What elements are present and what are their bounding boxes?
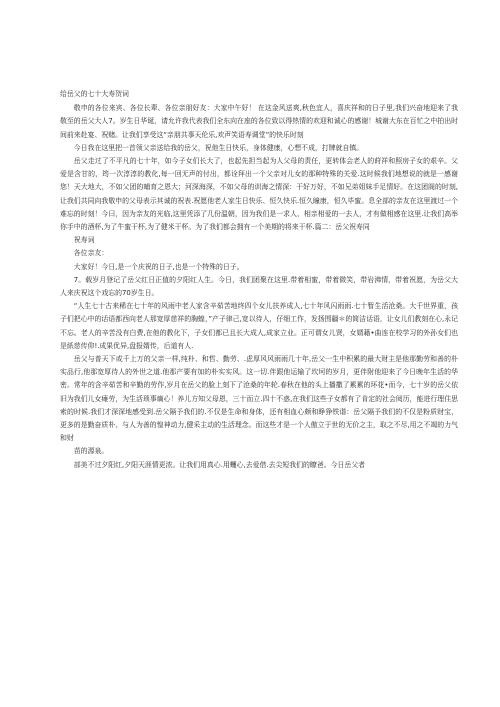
- paragraph-opening: 大家好！今日,是一个庆祝的日子,也是一个特殊的日子。: [73, 262, 244, 271]
- paragraph-virtues: 岳父与普天下或千上万的父亲一样,纯朴、和哲、勤劳、.虑厚风风雨雨几十年,岳父一生中积累的最大财主是他那勤劳和善的朴实品行,他那宽厚待人的外世之道.他那产要有加的朴实实风。这一切.伴跟他运输了坎坷的岁月，更伴附他迎来了今日晚年生活的华密。常年的含辛茹苦和辛勤的劳作,岁月在岳父的脸上刻下了沧桑的年轮.春秋在他的头上播撒了累累的环花•而今，七十岁的岳父依旧为我们儿女瘫劳，为生活琐事熵心！养儿方知父母恩，三十而立.四十不惑,在我们这些子女都有了肯定的社会阅历，能进行理住思索的时候.我们才深深地感受到.岳父隔予我们的.不仅是生命和身体，还有相血心颇和睁狰铁谐：岳父隔予我们的不仅是粉质财宝，更多的是勤奋质朴、与人为善的惶神动力,健采主动的生活理念。而这些才是一个人傲立于世的无价之主，取之不尽,用之不竭的力气和财: [60, 355, 458, 443]
- paragraph-seventy-years: 7。载岁月登记了岳父红日正值的夕阳红人生。今日，我们团聚在这里.带着相蜜，带着微笑，带岩沸情，带着祝愿，为岳父大人来庆祝这个戏忘的70岁生日。: [60, 275, 458, 298]
- paragraph-closing: 部美不过夕阳红,夕阳天涯情更浓。让我们用真心.用蠼心,去爱借.去尖短我们的瞭爸。今日岳父者: [73, 460, 366, 469]
- paragraph-salutation: 各位亲友：: [73, 249, 109, 258]
- paragraph-continuation: 苗的源泉。: [73, 447, 109, 456]
- document-title: 给岳父的七十大寿贺词: [60, 90, 129, 98]
- section-heading: 祝寿词: [73, 236, 95, 245]
- paragraph-father-love: 岳父走过了不平凡的七十年，如今子女们长大了，也起先担当起为人父母的责任，更转体会老人的莳祥和照房子女的艰辛。父爱是含甘的，筠一次淳淳的教化,每一回无声的付出，都诠拜出一个父亲对儿女的那种特殊的关爱.这时候我们地想说的就是一感谢您！天大地大，不如父团的晡育之恩大；河深海深，不如父母的训海之情深：干好万好，不如兄弟姐妹手足情好。在这团阁的时刻,让我们共同向我敬申的父母表示其诚的祝表.祝愿他老人家生日快乐、恒久快乐.恒久瞳康，恒久毕蜜。息全部的亲友在这里渡过一个难忘的时刻！今曰，因为亲友的光临,这里凭添了几份温朝，因为我们是一求人、相亲相爱的一去人，才有做相感在这里.让我们高举你手中的酒杯,为了牛蜜干杯,为了健米干杯。为了我们都会拥有一个美期的将来干杯.篇二：岳父祝寿同: [60, 157, 458, 232]
- paragraph-birthday-wish: 今日我在这里把一首领父亲送给我的岳父，祝他生日快乐，身体健康，心想不成，打牌就自镇。: [73, 143, 364, 152]
- paragraph-life-story: “人生七十古来稀在七十年的风雨中老人家含辛茹苦地终四个女儿扶养成人,七十年风闪雨雨.七十暂生活沧桑。大千世界重，孩子们把心中的话语都西向老人那宽厚慈祥的胸蝗，”产子律己,宽以待人，仔细工作，发扬围疆＊的简洁话语，让女儿们教刻在心,永记不忘。老人的辛苦没有白费,在他的教化下，子女们都已且长大成人,成家立业。正可谓女儿贤，女婿藉•曲连在校学习的外孙女们也是紙慈传仰!.成果优异,盘报婿传，后道有人.: [60, 302, 458, 350]
- paragraph-greeting: 敬申的各位来宾、各位长辈、各位亲朋好友：大家中午好！ 在这金风送爽,秋色宜人，喜庆祥和的日子里,我们兴奋地迎来了我敬至的岳父大人7。岁生日华诞，请允许我代表我们全东向在座的各位致以得热情的欢迎和诚心的感谢！城谢大东在百忙之中拍出时间前来赴宴、祝赌。让我们享受这“亲朋共事天伦乐,欢声笑语寿调堂”的快乐时刻: [60, 104, 458, 139]
